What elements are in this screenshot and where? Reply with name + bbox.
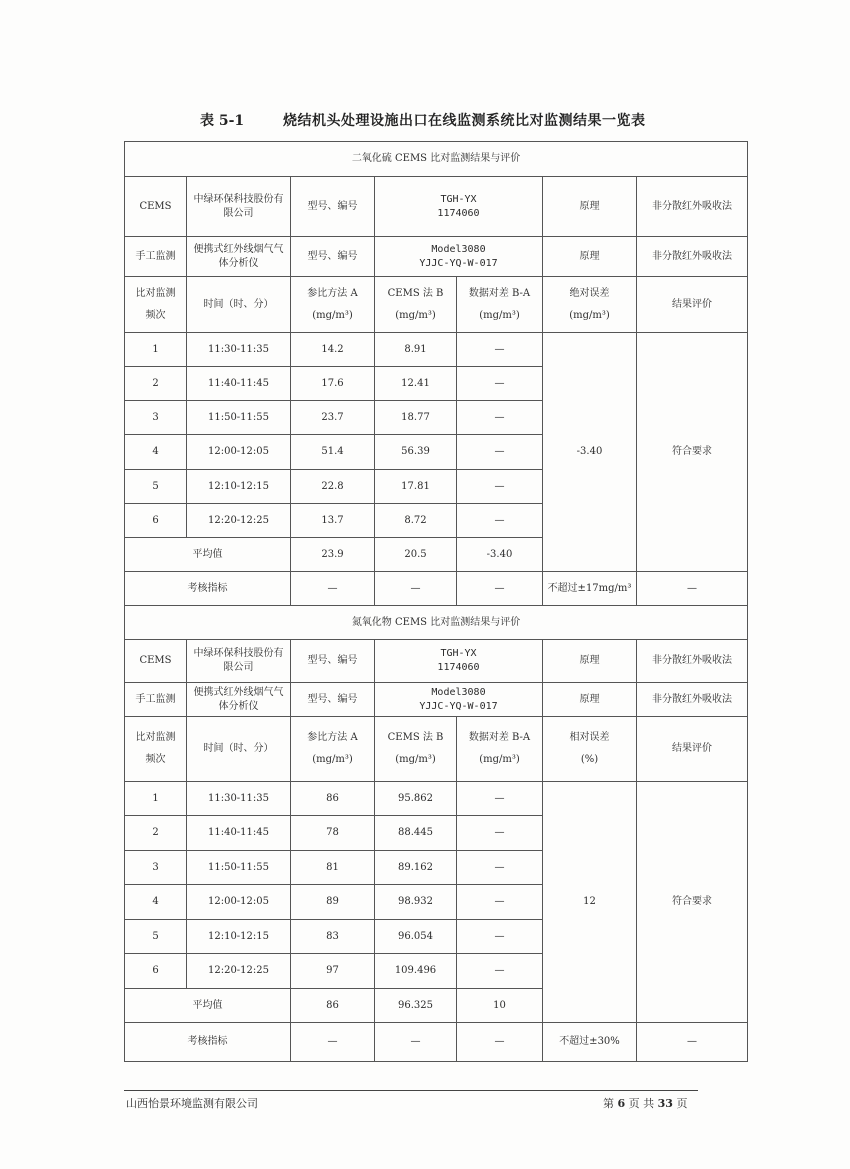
so2-manual-label: 手工监测 — [125, 237, 187, 277]
so2-row-1-d: — — [457, 333, 543, 367]
footer-divider — [124, 1090, 698, 1091]
so2-avg-a: 23.9 — [291, 538, 375, 572]
footer-pagination — [603, 1095, 687, 1111]
nox-row-3-d: — — [457, 851, 543, 885]
so2-row-1-time: 11:30-11:35 — [187, 333, 291, 367]
so2-manual-principle-label: 原理 — [543, 237, 637, 277]
page-prefix: 第 — [603, 1097, 614, 1110]
so2-avg-d: -3.40 — [457, 538, 543, 572]
nox-index-label: 考核指标 — [125, 1023, 291, 1062]
nox-avg-label: 平均值 — [125, 989, 291, 1023]
page-number: 6 — [617, 1097, 626, 1110]
nox-row-5-b: 96.054 — [375, 920, 457, 954]
table-row — [125, 572, 748, 606]
nox-row-2-a: 78 — [291, 816, 375, 851]
nox-row-3-time: 11:50-11:55 — [187, 851, 291, 885]
nox-header-freq-text: 比对监测 频次 — [135, 732, 176, 765]
nox-header-diff — [457, 717, 543, 782]
nox-cems-principle-label: 原理 — [543, 640, 637, 683]
nox-manual-device: 便携式红外线烟气气体分析仪 — [187, 683, 291, 717]
table-caption: 烧结机头处理设施出口在线监测系统比对监测结果一览表 — [283, 113, 646, 129]
so2-row-6-a: 13.7 — [291, 504, 375, 538]
nox-header-b — [375, 717, 457, 782]
nox-row-2-time: 11:40-11:45 — [187, 816, 291, 851]
nox-row-6-a: 97 — [291, 954, 375, 989]
nox-row-6-n: 6 — [125, 954, 187, 989]
nox-row-1-b: 95.862 — [375, 782, 457, 816]
nox-row-4-b: 98.932 — [375, 885, 457, 920]
nox-row-5-a: 83 — [291, 920, 375, 954]
nox-cems-model — [375, 640, 543, 683]
nox-manual-principle-label: 原理 — [543, 683, 637, 717]
so2-avg-b: 20.5 — [375, 538, 457, 572]
nox-cems-model-label: 型号、编号 — [291, 640, 375, 683]
so2-header-err — [543, 277, 637, 333]
so2-cems-label: CEMS — [125, 177, 187, 237]
so2-cems-model-text: TGH-YX 1174060 — [437, 193, 480, 219]
so2-row-2-n: 2 — [125, 367, 187, 401]
nox-cems-principle: 非分散红外吸收法 — [637, 640, 748, 683]
nox-row-4-time: 12:00-12:05 — [187, 885, 291, 920]
nox-row-2-n: 2 — [125, 816, 187, 851]
nox-row-1-n: 1 — [125, 782, 187, 816]
nox-row-1-time: 11:30-11:35 — [187, 782, 291, 816]
so2-row-2-d: — — [457, 367, 543, 401]
so2-cems-principle-label: 原理 — [543, 177, 637, 237]
nox-manual-model — [375, 683, 543, 717]
so2-row-3-b: 18.77 — [375, 401, 457, 435]
nox-avg-b: 96.325 — [375, 989, 457, 1023]
so2-header-a-text: 参比方法 A (mg/m³) — [307, 287, 358, 321]
so2-manual-model-text: Model3080 YJJC-YQ-W-017 — [419, 243, 498, 269]
nox-cems-label: CEMS — [125, 640, 187, 683]
so2-row-5-n: 5 — [125, 470, 187, 504]
page-mid: 页 共 — [628, 1097, 655, 1110]
so2-row-3-time: 11:50-11:55 — [187, 401, 291, 435]
nox-row-6-time: 12:20-12:25 — [187, 954, 291, 989]
nox-row-4-d: — — [457, 885, 543, 920]
so2-row-6-n: 6 — [125, 504, 187, 538]
so2-row-6-time: 12:20-12:25 — [187, 504, 291, 538]
comparison-table — [124, 141, 748, 1062]
so2-row-2-b: 12.41 — [375, 367, 457, 401]
nox-header-time: 时间（时、分） — [187, 717, 291, 782]
so2-header-b — [375, 277, 457, 333]
nox-avg-d: 10 — [457, 989, 543, 1023]
nox-manual-label: 手工监测 — [125, 683, 187, 717]
nox-index-err: 不超过±30% — [543, 1023, 637, 1062]
so2-row-1-n: 1 — [125, 333, 187, 367]
table-row — [125, 333, 748, 367]
footer-company: 山西怡景环境监测有限公司 — [126, 1097, 258, 1110]
so2-section-heading: 二氧化硫 CEMS 比对监测结果与评价 — [125, 142, 748, 177]
so2-index-a: — — [291, 572, 375, 606]
nox-header-diff-text: 数据对差 B-A (mg/m³) — [468, 732, 531, 765]
nox-row-3-b: 89.162 — [375, 851, 457, 885]
so2-cems-principle: 非分散红外吸收法 — [637, 177, 748, 237]
nox-row-2-b: 88.445 — [375, 816, 457, 851]
nox-manual-model-text: Model3080 YJJC-YQ-W-017 — [419, 686, 498, 712]
so2-index-b: — — [375, 572, 457, 606]
nox-header-a — [291, 717, 375, 782]
so2-row-4-b: 56.39 — [375, 435, 457, 470]
so2-header-diff-text: 数据对差 B-A (mg/m³) — [468, 287, 531, 321]
so2-header-b-text: CEMS 法 B (mg/m³) — [387, 287, 444, 321]
page-total: 33 — [657, 1097, 673, 1110]
so2-row-3-d: — — [457, 401, 543, 435]
nox-header-b-text: CEMS 法 B (mg/m³) — [387, 732, 444, 765]
nox-row-2-d: — — [457, 816, 543, 851]
so2-row-2-a: 17.6 — [291, 367, 375, 401]
so2-cems-maker: 中绿环保科技股份有限公司 — [187, 177, 291, 237]
so2-header-freq — [125, 277, 187, 333]
nox-row-6-b: 109.496 — [375, 954, 457, 989]
table-row — [125, 1023, 748, 1062]
so2-manual-model-label: 型号、编号 — [291, 237, 375, 277]
so2-index-d: — — [457, 572, 543, 606]
nox-index-d: — — [457, 1023, 543, 1062]
so2-row-4-n: 4 — [125, 435, 187, 470]
nox-row-5-n: 5 — [125, 920, 187, 954]
nox-index-eval: — — [637, 1023, 748, 1062]
so2-cems-model-label: 型号、编号 — [291, 177, 375, 237]
nox-row-1-d: — — [457, 782, 543, 816]
so2-manual-device: 便携式红外线烟气气体分析仪 — [187, 237, 291, 277]
nox-row-6-d: — — [457, 954, 543, 989]
nox-row-1-a: 86 — [291, 782, 375, 816]
so2-row-5-time: 12:10-12:15 — [187, 470, 291, 504]
so2-index-err: 不超过±17mg/m³ — [543, 572, 637, 606]
so2-header-err-text: 绝对误差 (mg/m³) — [569, 287, 610, 321]
table-number: 表 5-1 — [200, 113, 245, 129]
page-suffix: 页 — [676, 1097, 688, 1110]
so2-evaluation: 符合要求 — [637, 333, 748, 572]
table-title — [0, 108, 850, 132]
so2-cems-model — [375, 177, 543, 237]
nox-header-err-text: 相对误差 (%) — [569, 732, 610, 765]
so2-header-diff — [457, 277, 543, 333]
nox-header-freq — [125, 717, 187, 782]
nox-manual-principle: 非分散红外吸收法 — [637, 683, 748, 717]
nox-index-b: — — [375, 1023, 457, 1062]
nox-row-5-time: 12:10-12:15 — [187, 920, 291, 954]
nox-evaluation: 符合要求 — [637, 782, 748, 1023]
so2-row-5-b: 17.81 — [375, 470, 457, 504]
nox-cems-model-text: TGH-YX 1174060 — [437, 648, 480, 673]
so2-row-4-d: — — [457, 435, 543, 470]
so2-header-a — [291, 277, 375, 333]
nox-section-heading: 氮氧化物 CEMS 比对监测结果与评价 — [125, 606, 748, 640]
so2-row-1-a: 14.2 — [291, 333, 375, 367]
nox-row-4-n: 4 — [125, 885, 187, 920]
so2-avg-label: 平均值 — [125, 538, 291, 572]
so2-error-value: -3.40 — [543, 333, 637, 572]
nox-manual-model-label: 型号、编号 — [291, 683, 375, 717]
so2-header-time: 时间（时、分） — [187, 277, 291, 333]
nox-row-3-n: 3 — [125, 851, 187, 885]
so2-row-2-time: 11:40-11:45 — [187, 367, 291, 401]
nox-header-eval: 结果评价 — [637, 717, 748, 782]
nox-avg-a: 86 — [291, 989, 375, 1023]
so2-row-3-n: 3 — [125, 401, 187, 435]
nox-index-a: — — [291, 1023, 375, 1062]
so2-header-eval: 结果评价 — [637, 277, 748, 333]
so2-row-6-d: — — [457, 504, 543, 538]
so2-header-freq-text: 比对监测 频次 — [135, 287, 176, 321]
nox-row-4-a: 89 — [291, 885, 375, 920]
nox-cems-maker: 中绿环保科技股份有限公司 — [187, 640, 291, 683]
so2-row-4-a: 51.4 — [291, 435, 375, 470]
so2-row-4-time: 12:00-12:05 — [187, 435, 291, 470]
so2-manual-principle: 非分散红外吸收法 — [637, 237, 748, 277]
nox-error-value: 12 — [543, 782, 637, 1023]
nox-row-5-d: — — [457, 920, 543, 954]
so2-row-5-a: 22.8 — [291, 470, 375, 504]
nox-row-3-a: 81 — [291, 851, 375, 885]
nox-header-err — [543, 717, 637, 782]
so2-row-3-a: 23.7 — [291, 401, 375, 435]
so2-manual-model — [375, 237, 543, 277]
so2-row-5-d: — — [457, 470, 543, 504]
so2-row-1-b: 8.91 — [375, 333, 457, 367]
table-row — [125, 782, 748, 816]
so2-index-label: 考核指标 — [125, 572, 291, 606]
nox-header-a-text: 参比方法 A (mg/m³) — [307, 732, 358, 765]
so2-row-6-b: 8.72 — [375, 504, 457, 538]
so2-index-eval: — — [637, 572, 748, 606]
